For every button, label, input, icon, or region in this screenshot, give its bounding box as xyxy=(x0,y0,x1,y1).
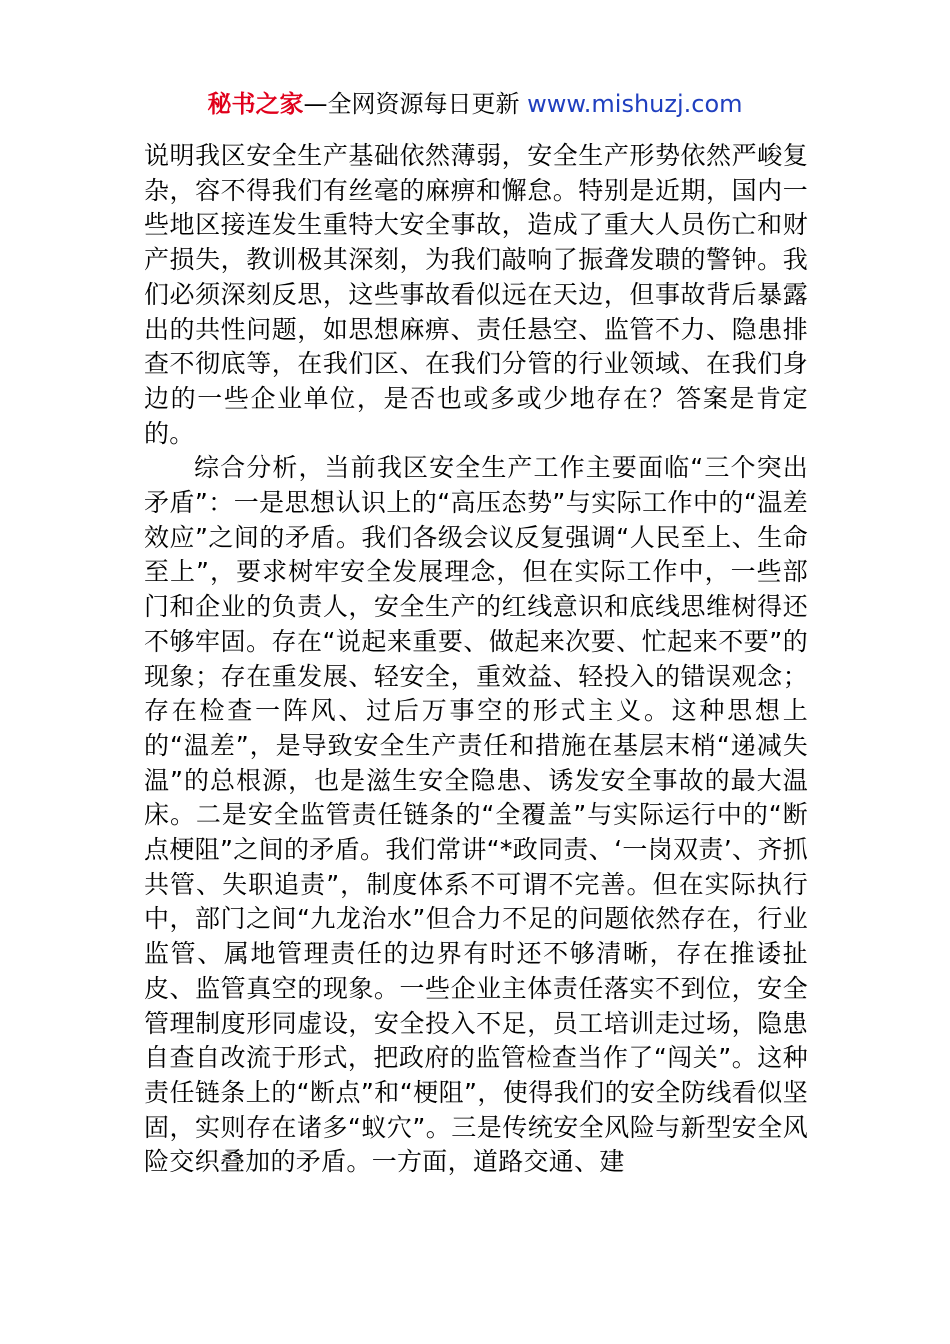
site-tagline: —全网资源每日更新 xyxy=(303,90,520,118)
paragraph-1: 说明我区安全生产基础依然薄弱，安全生产形势依然严峻复杂，容不得我们有丝毫的麻痹和懈怠。特别是近期，国内一些地区接连发生重特大安全事故，造成了重大人员伤亡和财产损失，教训极其深刻，为我们敲响了振聋发聩的警钟。我们必须深刻反思，这些事故看似远在天边，但事故背后暴露出的共性问题，如思想麻痹、责任悬空、监管不力、隐患排查不彻底等，在我们区、在我们分管的行业领域、在我们身边的一些企业单位，是否也或多或少地存在？答案是肯定的。 xyxy=(144,141,808,448)
site-header xyxy=(0,88,950,120)
paragraph-2: 综合分析，当前我区安全生产工作主要面临“三个突出矛盾”：一是思想认识上的“高压态势”与实际工作中的“温差效应”之间的矛盾。我们各级会议反复强调“人民至上、生命至上”，要求树牢安全发展理念，但在实际工作中，一些部门和企业的负责人，安全生产的红线意识和底线思维树得还不够牢固。存在“说起来重要、做起来次要、忙起来不要”的现象；存在重发展、轻安全，重效益、轻投入的错误观念；存在检查一阵风、过后万事空的形式主义。这种思想上的“温差”，是导致安全生产责任和措施在基层末梢“递减失温”的总根源，也是滋生安全隐患、诱发安全事故的最大温床。二是安全监管责任链条的“全覆盖”与实际运行中的“断点梗阻”之间的矛盾。我们常讲“*政同责、‘一岗双责’、齐抓共管、失职追责”，制度体系不可谓不完善。但在实际执行中，部门之间“九龙治水”但合力不足的问题依然存在，行业监管、属地管理责任的边界有时还不够清晰，存在推诿扯皮、监管真空的现象。一些企业主体责任落实不到位，安全管理制度形同虚设，安全投入不足，员工培训走过场，隐患自查自改流于形式，把政府的监管检查当作了“闯关”。这种责任链条上的“断点”和“梗阻”，使得我们的安全防线看似坚固，实则存在诸多“蚁穴”。三是传统安全风险与新型安全风险交织叠加的矛盾。一方面，道路交通、建 xyxy=(144,453,808,1177)
document-body xyxy=(144,139,808,1180)
site-brand: 秘书之家 xyxy=(207,90,304,118)
site-url-link[interactable]: www.mishuzj.com xyxy=(527,90,743,118)
